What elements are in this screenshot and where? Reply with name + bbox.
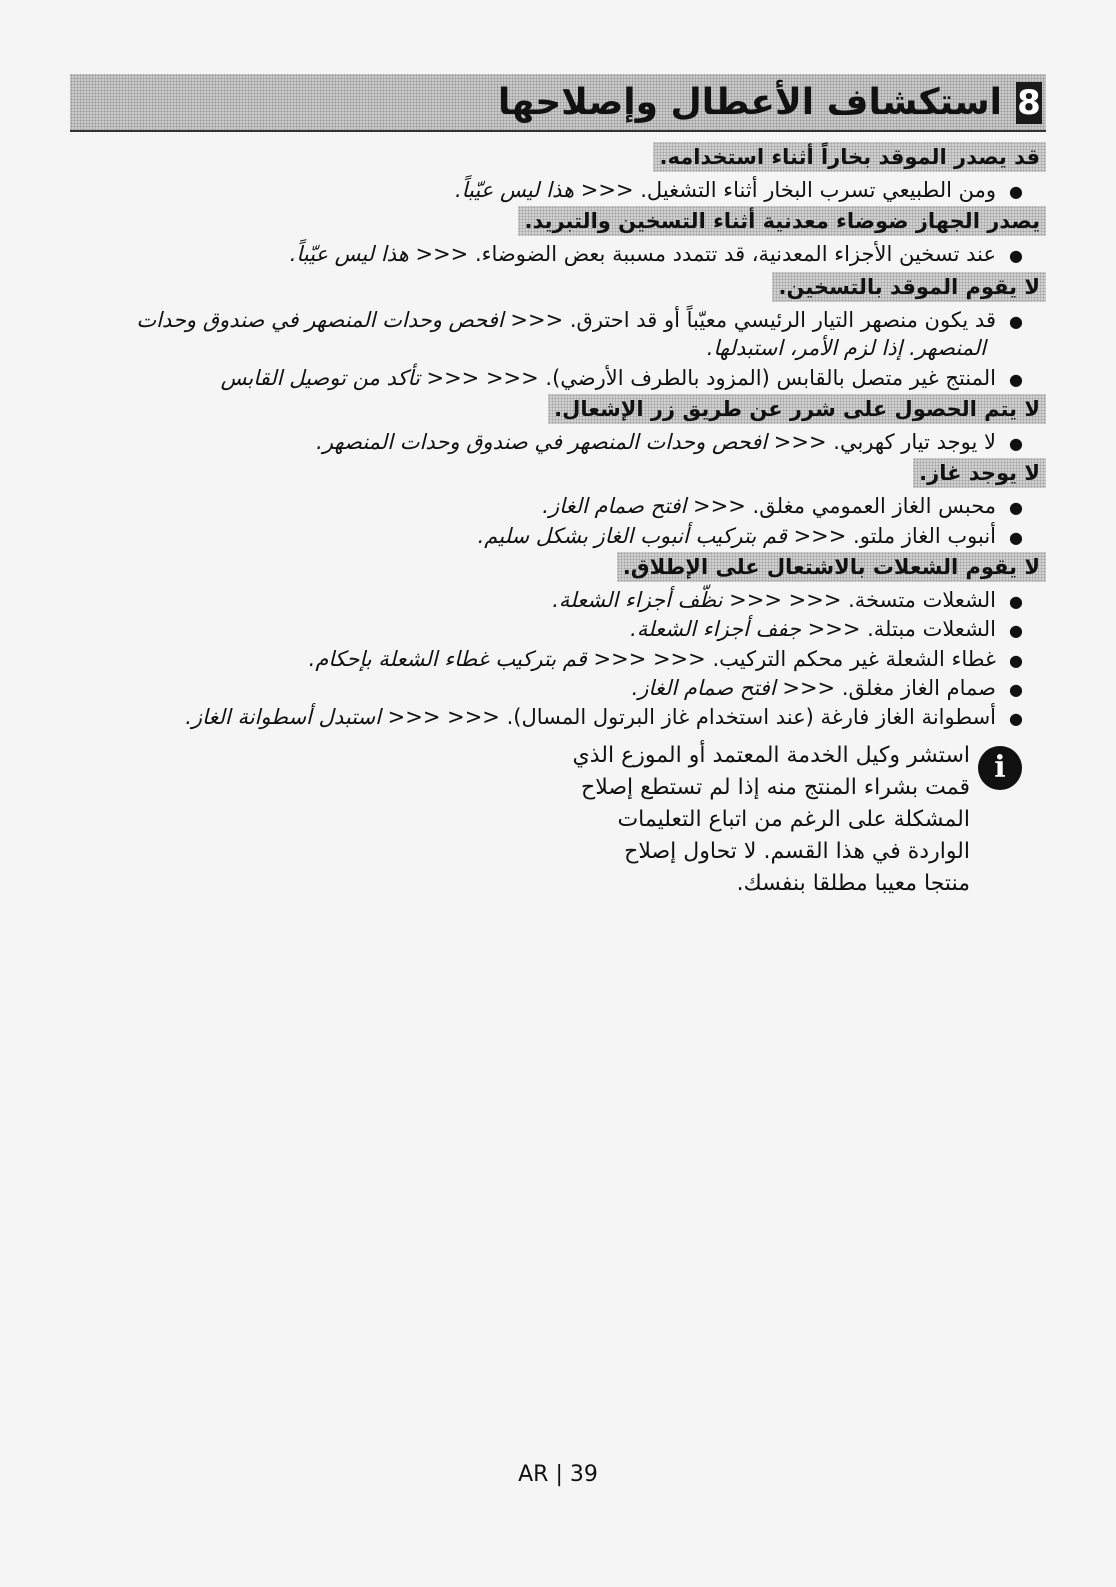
list-item bbox=[185, 703, 1036, 731]
solution-text: تأكد من توصيل القابس bbox=[220, 366, 420, 390]
chapter-number: 8 bbox=[1017, 83, 1041, 123]
arrow-text: <<< bbox=[807, 617, 861, 641]
arrow-text: <<< <<< bbox=[387, 705, 500, 729]
solution-text: قم بتركيب غطاء الشعلة بإحكام. bbox=[308, 647, 587, 671]
section-title-noise: يصدر الجهاز ضوضاء معدنية أثناء التسخين والتبريد. bbox=[518, 206, 1046, 236]
bullet-icon: ● bbox=[1009, 651, 1023, 670]
list-item bbox=[542, 492, 1036, 520]
solution-text: هذا ليس عيّباً. bbox=[289, 242, 409, 266]
cause-text: محبس الغاز العمومي مغلق. bbox=[752, 494, 996, 518]
note-line: الواردة في هذا القسم. لا تحاول إصلاح bbox=[624, 839, 970, 864]
section-title-no-gas: لا يوجد غاز. bbox=[913, 458, 1046, 488]
solution-text: استبدل أسطوانة الغاز. bbox=[185, 705, 381, 729]
arrow-text: <<< <<< bbox=[426, 366, 539, 390]
cause-text: الشعلات متسخة. bbox=[848, 588, 996, 612]
list-item bbox=[316, 428, 1036, 456]
arrow-text: <<< bbox=[510, 308, 564, 332]
note-line: قمت بشراء المنتج منه إذا لم تستطع إصلاح bbox=[581, 775, 970, 800]
cause-text: المنتج غير متصل بالقابس (المزود بالطرف الأرضي). bbox=[545, 366, 996, 390]
bullet-icon: ● bbox=[1009, 498, 1023, 517]
info-icon: i bbox=[978, 746, 1022, 790]
list-item bbox=[632, 674, 1036, 702]
list-item bbox=[290, 240, 1036, 268]
cause-text: أسطوانة الغاز فارغة (عند استخدام غاز البرتول المسال). bbox=[506, 705, 996, 729]
arrow-text: <<< <<< bbox=[593, 647, 706, 671]
arrow-text: <<< bbox=[415, 242, 469, 266]
section-title-no-spark: لا يتم الحصول على شرر عن طريق زر الإشعال. bbox=[548, 394, 1046, 424]
solution-text: جفف أجزاء الشعلة. bbox=[630, 617, 801, 641]
cause-text: عند تسخين الأجزاء المعدنية، قد تتمدد مسببة بعض الضوضاء. bbox=[474, 242, 996, 266]
solution-text: هذا ليس عيّباً. bbox=[454, 178, 575, 202]
cause-text: الشعلات مبتلة. bbox=[867, 617, 996, 641]
bullet-icon: ● bbox=[1009, 680, 1023, 699]
bullet-icon: ● bbox=[1009, 370, 1023, 389]
bullet-icon: ● bbox=[1009, 182, 1023, 201]
cause-text: صمام الغاز مغلق. bbox=[841, 676, 996, 700]
solution-text: افتح صمام الغاز. bbox=[542, 494, 687, 518]
arrow-text: <<< bbox=[782, 676, 836, 700]
section-title-burners: لا يقوم الشعلات بالاشتعال على الإطلاق. bbox=[617, 552, 1046, 582]
section-title-steam: قد يصدر الموقد بخاراً أثناء استخدامه. bbox=[653, 142, 1046, 172]
solution-text: قم بتركيب أنبوب الغاز بشكل سليم. bbox=[477, 524, 787, 548]
arrow-text: <<< bbox=[580, 178, 634, 202]
list-item bbox=[630, 615, 1036, 643]
bullet-icon: ● bbox=[1009, 246, 1023, 265]
list-item bbox=[478, 522, 1036, 550]
solution-continuation: المنصهر. إذا لزم الأمر، استبدلها. bbox=[706, 336, 986, 360]
chapter-title: استكشاف الأعطال وإصلاحها bbox=[497, 82, 1002, 123]
arrow-text: <<< <<< bbox=[729, 588, 842, 612]
solution-text: افحص وحدات المنصهر في صندوق وحدات المنصهر. bbox=[316, 430, 768, 454]
bullet-icon: ● bbox=[1009, 709, 1023, 728]
page-number: AR | 39 bbox=[518, 1462, 598, 1487]
cause-text: لا يوجد تيار كهربي. bbox=[833, 430, 996, 454]
list-item bbox=[221, 364, 1036, 392]
cause-text: قد يكون منصهر التيار الرئيسي معيّباً أو قد احترق. bbox=[569, 308, 996, 332]
list-item bbox=[455, 176, 1036, 204]
solution-text: افحص وحدات المنصهر في صندوق وحدات bbox=[136, 308, 504, 332]
section-title-no-heating: لا يقوم الموقد بالتسخين. bbox=[772, 272, 1046, 302]
chapter-header bbox=[70, 74, 1046, 132]
list-item bbox=[552, 586, 1036, 614]
note-line: المشكلة على الرغم من اتباع التعليمات bbox=[617, 807, 970, 832]
arrow-text: <<< bbox=[793, 524, 847, 548]
arrow-text: <<< bbox=[693, 494, 746, 518]
bullet-icon: ● bbox=[1009, 528, 1023, 547]
bullet-icon: ● bbox=[1009, 592, 1023, 611]
list-item bbox=[136, 306, 1036, 334]
solution-text: افتح صمام الغاز. bbox=[631, 676, 776, 700]
bullet-icon: ● bbox=[1009, 312, 1023, 331]
cause-text: ومن الطبيعي تسرب البخار أثناء التشغيل. bbox=[640, 178, 996, 202]
arrow-text: <<< bbox=[773, 430, 827, 454]
bullet-icon: ● bbox=[1009, 434, 1023, 453]
cause-text: غطاء الشعلة غير محكم التركيب. bbox=[712, 647, 996, 671]
bullet-icon: ● bbox=[1009, 621, 1023, 640]
list-item bbox=[309, 645, 1036, 673]
note-line: استشر وكيل الخدمة المعتمد أو الموزع الذي bbox=[572, 743, 970, 768]
cause-text: أنبوب الغاز ملتو. bbox=[853, 524, 996, 548]
note-line: منتجا معيبا مطلقا بنفسك. bbox=[736, 871, 970, 896]
solution-text: نظّف أجزاء الشعلة. bbox=[552, 588, 723, 612]
